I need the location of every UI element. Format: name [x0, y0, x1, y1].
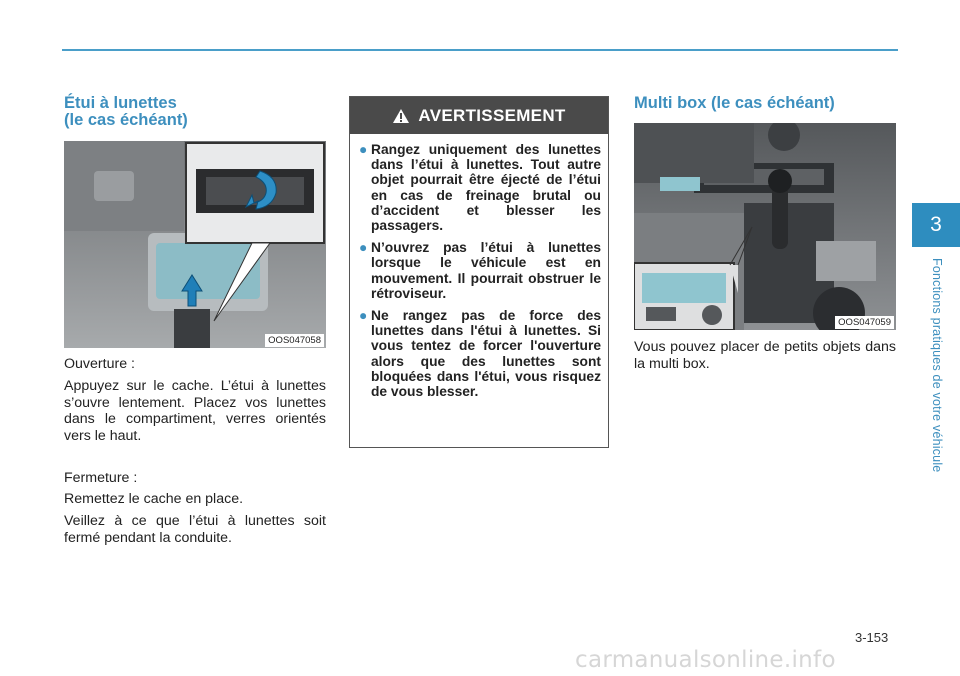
warning-item: ● N’ouvrez pas l’étui à lunettes lorsque le véhicule est en mouvement. Il pourrait obstruer le rétroviseur.: [359, 240, 601, 301]
warning-item: ● Rangez uniquement des lunettes dans l’étui à lunettes. Tout autre objet pourrait être éjecté de l’étui en cas de freinage brutal ou d’accident et blesser les passagers.: [359, 142, 601, 234]
page-number: 3-153: [855, 630, 889, 645]
opening-text: Appuyez sur le cache. L’étui à lunettes s’ouvre lentement. Placez vos lunettes dans le compartiment, verres orientés vers le haut.: [64, 378, 326, 444]
photo-caption-right: OOS047059: [835, 316, 894, 329]
closed-while-driving-note: Veillez à ce que l’étui à lunettes soit fermé pendant la conduite.: [64, 513, 326, 546]
opening-label: Ouverture :: [64, 356, 135, 372]
warning-header: [350, 97, 608, 134]
glasses-case-photo: [64, 141, 326, 348]
bullet-icon: ●: [359, 308, 368, 324]
section-heading-multi-box: Multi box (le cas échéant): [634, 94, 835, 112]
closing-label: Fermeture :: [64, 470, 138, 486]
chapter-tab[interactable]: 3: [912, 203, 960, 247]
multi-box-photo: [634, 123, 896, 330]
warning-box: [349, 96, 609, 448]
warning-triangle-icon: [392, 108, 410, 124]
photo-caption-left: OOS047058: [265, 334, 324, 347]
top-rule: [62, 49, 898, 51]
bullet-icon: ●: [359, 240, 368, 256]
heading-line-2: (le cas échéant): [64, 111, 188, 129]
warning-title: AVERTISSEMENT: [418, 105, 566, 125]
closing-text: Remettez le cache en place.: [64, 491, 244, 507]
multi-box-text: Vous pouvez placer de petits objets dans la multi box.: [634, 339, 896, 372]
multi-box-illustration: [634, 123, 896, 330]
warning-item: ● Ne rangez pas de force des lunettes dans l'étui à lunettes. Si vous tentez de forcer l'ouverture alors que des lunettes sont bloquées dans l'étui, vous risquez de vous blesser.: [359, 308, 601, 400]
chapter-side-label: Fonctions pratiques de votre véhicule: [930, 258, 944, 473]
section-heading-glasses-case: [64, 95, 326, 129]
glasses-case-illustration: [64, 141, 326, 348]
watermark-text: carmanualsonline.info: [575, 647, 836, 673]
warning-list: [350, 134, 608, 399]
heading-line-1: Étui à lunettes: [64, 94, 177, 112]
bullet-icon: ●: [359, 142, 368, 157]
